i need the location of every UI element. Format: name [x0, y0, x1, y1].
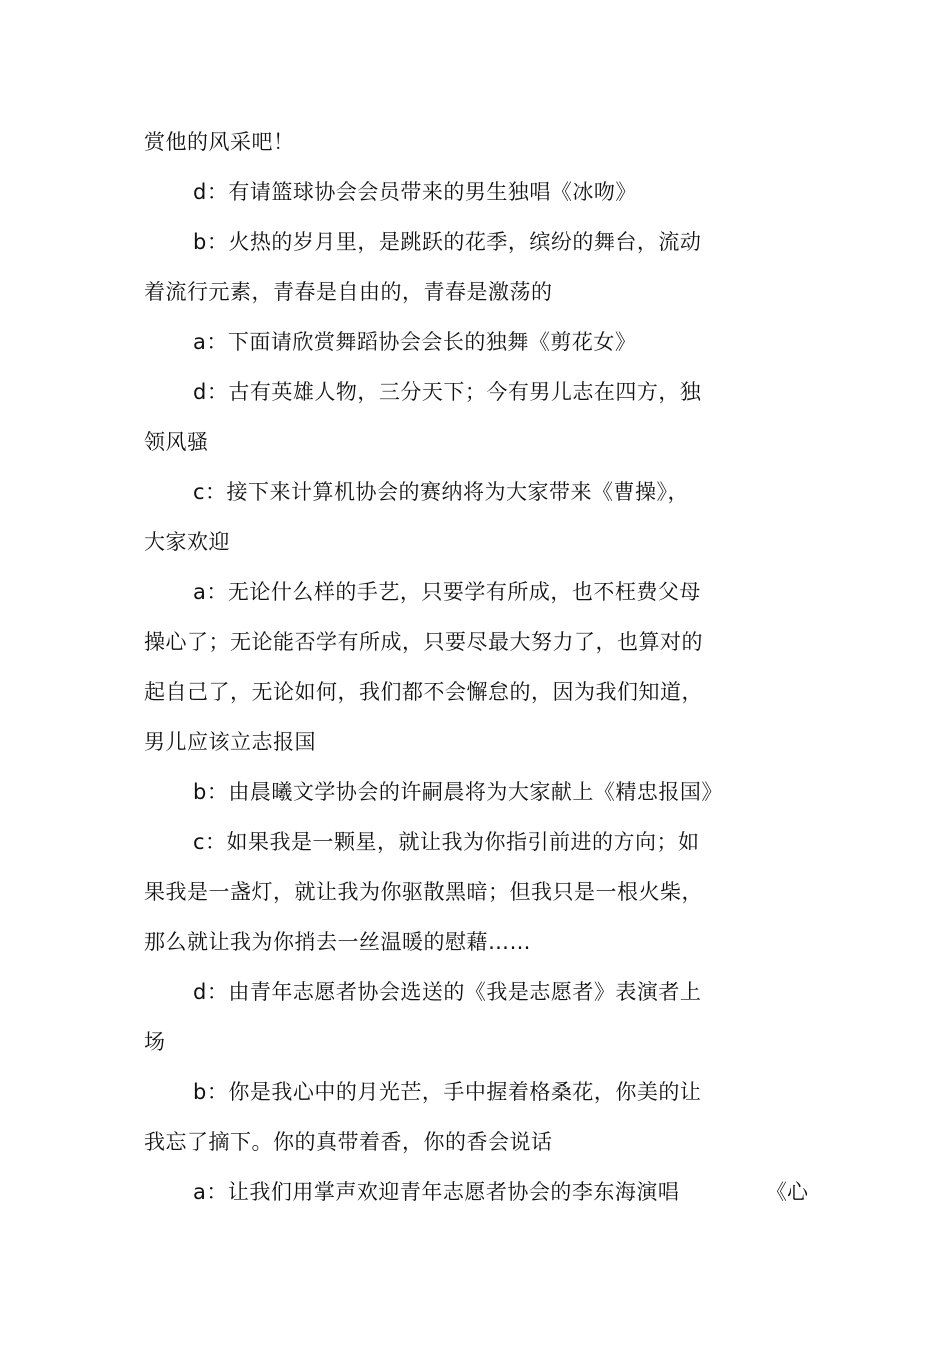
text-line-18: d：由青年志愿者协会选送的《我是志愿者》表演者上 [193, 980, 702, 1004]
text-line-21: 我忘了摘下。你的真带着香，你的香会说话 [144, 1130, 553, 1154]
text-line-20: b：你是我心中的月光芒，手中握着格桑花，你美的让 [193, 1080, 702, 1104]
text-line-22-tail: 《心 [766, 1180, 808, 1204]
text-line-22: a：让我们用掌声欢迎青年志愿者协会的李东海演唱 [193, 1180, 680, 1204]
text-line-15: c：如果我是一颗星，就让我为你指引前进的方向；如 [193, 830, 700, 854]
text-line-19: 场 [144, 1030, 166, 1054]
text-line-9: 大家欢迎 [144, 530, 230, 554]
text-line-8: c：接下来计算机协会的赛纳将为大家带来《曹操》， [193, 480, 690, 504]
text-line-12: 起自己了，无论如何，我们都不会懈怠的，因为我们知道， [144, 680, 703, 704]
text-line-4: 着流行元素，青春是自由的，青春是激荡的 [144, 280, 553, 304]
text-line-10: a：无论什么样的手艺，只要学有所成，也不枉费父母 [193, 580, 701, 604]
text-line-5: a：下面请欣赏舞蹈协会会长的独舞《剪花女》 [193, 330, 637, 354]
text-line-16: 果我是一盏灯，就让我为你驱散黑暗；但我只是一根火柴， [144, 880, 703, 904]
text-line-3: b：火热的岁月里，是跳跃的花季，缤纷的舞台，流动 [193, 230, 702, 254]
text-line-2: d：有请篮球协会会员带来的男生独唱《冰吻》 [193, 180, 637, 204]
text-line-1: 赏他的风采吧！ [144, 130, 295, 154]
text-line-14: b：由晨曦文学协会的许嗣晨将为大家献上《精忠报国》 [193, 780, 723, 804]
text-line-13: 男儿应该立志报国 [144, 730, 316, 754]
text-line-6: d：古有英雄人物，三分天下；今有男儿志在四方，独 [193, 380, 702, 404]
text-line-7: 领风骚 [144, 430, 209, 454]
text-line-17: 那么就让我为你捎去一丝温暖的慰藉…… [144, 930, 531, 954]
text-line-11: 操心了；无论能否学有所成，只要尽最大努力了，也算对的 [144, 630, 703, 654]
